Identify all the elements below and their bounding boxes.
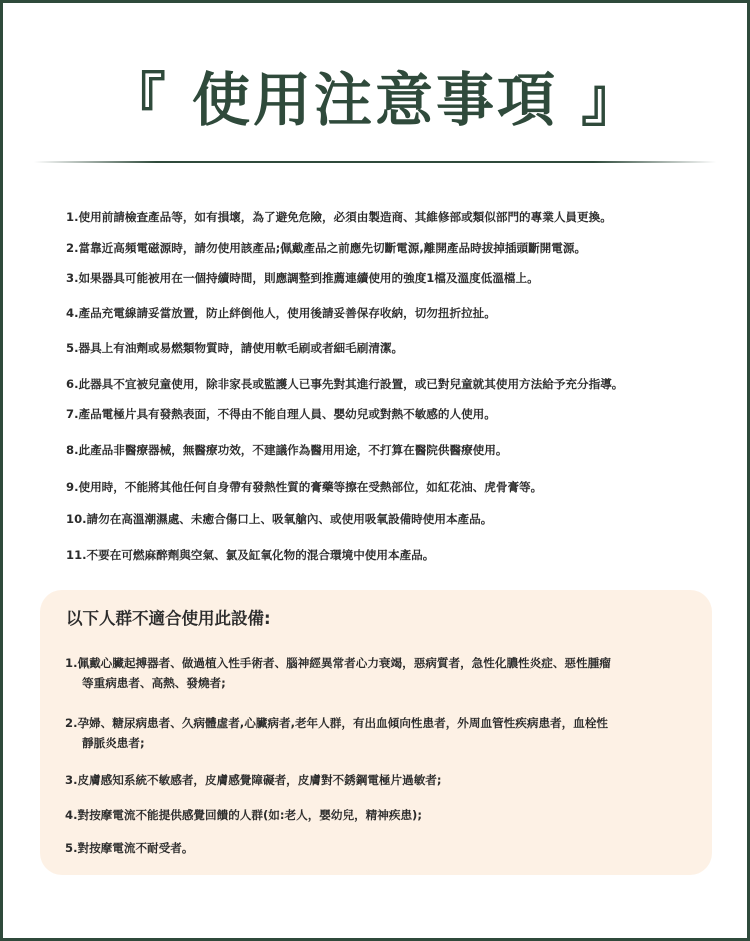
precaution-item: 1.使用前請檢查產品等，如有損壞，為了避免危險，必須由製造商、其維修部或類似部門的專業人員更換。 — [66, 210, 612, 224]
unsuitable-item-line: 5.對按摩電流不耐受者。 — [65, 841, 194, 855]
unsuitable-item — [65, 653, 611, 693]
unsuitable-item-line: 4.對按摩電流不能提供感覺回饋的人群(如:老人，嬰幼兒，精神疾患); — [65, 808, 422, 822]
precaution-item: 6.此器具不宜被兒童使用，除非家長或監護人已事先對其進行設置，或已對兒童就其使用方法給予充分指導。 — [66, 377, 624, 391]
precaution-item: 11.不要在可燃麻醉劑與空氣、氯及缸氧化物的混合環境中使用本產品。 — [66, 548, 435, 562]
precaution-item: 8.此產品非醫療器械，無醫療功效，不建議作為醫用用途，不打算在醫院供醫療使用。 — [66, 443, 508, 457]
unsuitable-item — [65, 713, 608, 753]
unsuitable-item-continuation: 靜脈炎患者; — [82, 736, 145, 750]
unsuitable-item-continuation: 等重病患者、高熱、發燒者; — [82, 676, 226, 690]
unsuitable-users-panel — [40, 590, 712, 875]
precaution-item: 3.如果器具可能被用在一個持續時間，則應調整到推薦連續使用的強度1檔及溫度低溫檔上。 — [66, 271, 539, 285]
unsuitable-item — [65, 805, 422, 825]
precaution-item: 4.產品充電線請妥當放置，防止絆倒他人，使用後請妥善保存收納，切勿扭折拉扯。 — [66, 306, 496, 320]
precaution-item: 5.器具上有油劑或易燃類物質時，請使用軟毛刷或者細毛刷清潔。 — [66, 341, 404, 355]
unsuitable-item-line: 1.佩戴心臟起搏器者、做過植入性手術者、腦神經異常者心力衰竭，惡病質者，急性化膿性炎症、惡性腫瘤 — [65, 656, 611, 670]
title-divider — [34, 161, 716, 163]
precaution-item: 7.產品電極片具有發熱表面，不得由不能自理人員、嬰幼兒或對熱不敏感的人使用。 — [66, 407, 496, 421]
page-title: 『 使用注意事項 』 — [107, 66, 643, 134]
unsuitable-users-heading: 以下人群不適合使用此設備: — [66, 609, 271, 628]
unsuitable-item-line: 2.孕婦、糖尿病患者、久病體虛者,心臟病者,老年人群，有出血傾向性患者，外周血管性疾病患者，血栓性 — [65, 716, 609, 730]
unsuitable-item — [65, 838, 193, 858]
unsuitable-item-line: 3.皮膚感知系統不敏感者，皮膚感覺障礙者，皮膚對不銹鋼電極片過敏者; — [65, 773, 442, 787]
precaution-item: 10.請勿在高溫潮濕處、未癒合傷口上、吸氧艙內、或使用吸氧設備時使用本產品。 — [66, 512, 493, 526]
precaution-item: 2.當靠近高頻電磁源時，請勿使用該產品;佩戴產品之前應先切斷電源,離開產品時拔掉插頭斷開電源。 — [66, 241, 587, 255]
precaution-item: 9.使用時，不能將其他任何自身帶有發熱性質的膏藥等擦在受熱部位，如紅花油、虎骨膏等。 — [66, 480, 543, 494]
unsuitable-item — [65, 770, 442, 790]
